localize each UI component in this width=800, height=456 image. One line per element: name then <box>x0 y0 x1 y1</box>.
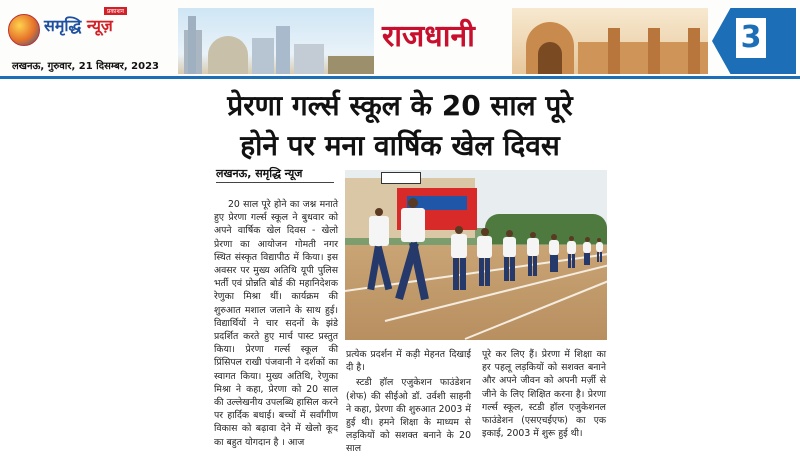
march-past-photo <box>345 170 607 340</box>
brand-name-part1: समृद्धि <box>44 16 82 35</box>
headline-line-2: होने पर मना वार्षिक खेल दिवस <box>240 129 560 162</box>
section-title: राजधानी <box>382 19 475 54</box>
globe-logo-icon <box>8 14 40 46</box>
monument-image <box>512 8 708 74</box>
page-number: 3 <box>736 18 766 58</box>
brand-tag: प्रकाशन <box>104 7 127 15</box>
headline-line-1: प्रेरणा गर्ल्स स्कूल के 20 साल पूरे <box>227 89 573 122</box>
dateline: लखनऊ, गुरुवार, 21 दिसम्बर, 2023 <box>12 61 159 72</box>
headline <box>150 86 650 166</box>
article-column-2 <box>346 348 471 456</box>
brand-name-part2: न्यूज़ <box>86 16 113 35</box>
brand-name <box>44 14 113 36</box>
paragraph: पूरे कर लिए हैं। प्रेरणा में शिक्षा का हर पहलू लड़कियों को सशक्त बनाने और अपने जीवन को अपनी मर्ज़ी से जीने के लिए शिक्षित करना है। प्रेरणा गर्ल्स स्कूल, स्टडी हॉल एजुकेशनल फाउंडेशन (एसएचईएफ) का एक इकाई, 2003 में शुरू हुई थी। <box>482 349 606 440</box>
byline: लखनऊ, समृद्धि न्यूज <box>216 167 303 180</box>
placard-sign <box>381 172 421 184</box>
article-column-3 <box>482 348 606 440</box>
paragraph: स्टडी हॉल एजुकेशन फाउंडेशन (शेफ) की सीईओ डॉ. उर्वशी साहनी ने कहा, प्रेरणा की शुरुआत 2003 में हुई थी। हमने शिक्षा के माध्यम से लड़कियों को सशक्त बनाने के 20 साल <box>346 377 471 455</box>
masthead <box>0 0 800 80</box>
paragraph: 20 साल पूरे होने का जश्न मनाते हुए प्रेरणा गर्ल्स स्कूल ने बुधवार को अपने वार्षिक खेल दिवस - खेलो प्रेरणा का आयोजन गोमती नगर स्थित संस्कृत विद्यापीठ में किया। इस अवसर पर मुख्य अतिथि यूपी पुलिस भर्ती एवं प्रोन्नति बोर्ड की महानिदेशक रेणुका मिश्रा थीं। कार्यक्रम की शुरुआत मशाल जलाने के साथ हुई। विद्यार्थियों ने चार सदनों के झंडे प्रदर्शित करते हुए मार्च पास्ट प्रस्तुत किया। प्रेरणा गर्ल्स स्कूल की प्रिंसिपल राखी पंजवानी ने दर्शकों का स्वागत किया। मुख्य अतिथि, रेणुका मिश्रा ने कहा, प्रेरणा को 20 साल की उल्लेखनीय उपलब्धि हासिल करने पर हार्दिक बधाई। बच्चों में सर्वांगीण विकास को बढ़ावा देने में खेलो कूद का बहुत योगदान है । आज <box>214 199 338 448</box>
city-skyline-image <box>178 8 374 74</box>
byline-rule <box>216 182 334 183</box>
article-column-1 <box>214 198 338 449</box>
masthead-rule <box>0 76 800 79</box>
paragraph: प्रत्येक प्रदर्शन में कड़ी मेहनत दिखाई दी है। <box>346 349 471 374</box>
